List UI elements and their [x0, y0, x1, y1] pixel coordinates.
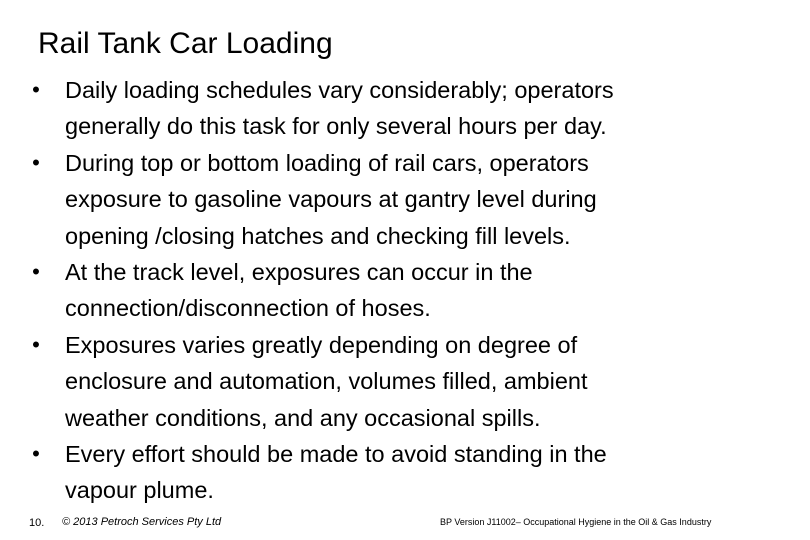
bullet-marker: •: [32, 77, 40, 102]
footer-version: BP Version J11002– Occupational Hygiene in the Oil & Gas Industry: [440, 517, 712, 527]
bullet-line: vapour plume.: [65, 477, 214, 504]
bullet-line: enclosure and automation, volumes filled, ambient: [65, 368, 588, 395]
bullet-item: [0, 254, 790, 327]
bullet-line: connection/disconnection of hoses.: [65, 295, 431, 322]
bullet-line: exposure to gasoline vapours at gantry level during: [65, 186, 597, 213]
bullet-item: [0, 436, 790, 509]
bullet-marker: •: [32, 331, 40, 357]
bullet-line: Every effort should be made to avoid standing in the: [65, 441, 607, 468]
bullet-line: During top or bottom loading of rail cars, operators: [65, 149, 589, 176]
bullet-line: Daily loading schedules vary considerably; operators: [65, 77, 614, 103]
bullet-marker: •: [32, 441, 40, 467]
bullet-list: [0, 72, 790, 509]
bullet-line: Exposures varies greatly depending on degree of: [65, 331, 578, 358]
bullet-item: [0, 145, 790, 254]
bullet-item: [0, 327, 790, 436]
slide-title: Rail Tank Car Loading: [38, 27, 333, 60]
bullet-line: opening /closing hatches and checking fill levels.: [65, 222, 571, 249]
bullet-marker: •: [32, 259, 40, 285]
bullet-line: At the track level, exposures can occur in the: [65, 259, 533, 286]
footer-copyright: © 2013 Petroch Services Pty Ltd: [62, 516, 222, 528]
bullet-marker: •: [32, 149, 40, 175]
bullet-line: generally do this task for only several hours per day.: [65, 113, 607, 140]
slide-number: 10.: [29, 517, 45, 529]
bullet-item: [0, 72, 790, 145]
bullet-line: weather conditions, and any occasional spills.: [65, 404, 541, 431]
